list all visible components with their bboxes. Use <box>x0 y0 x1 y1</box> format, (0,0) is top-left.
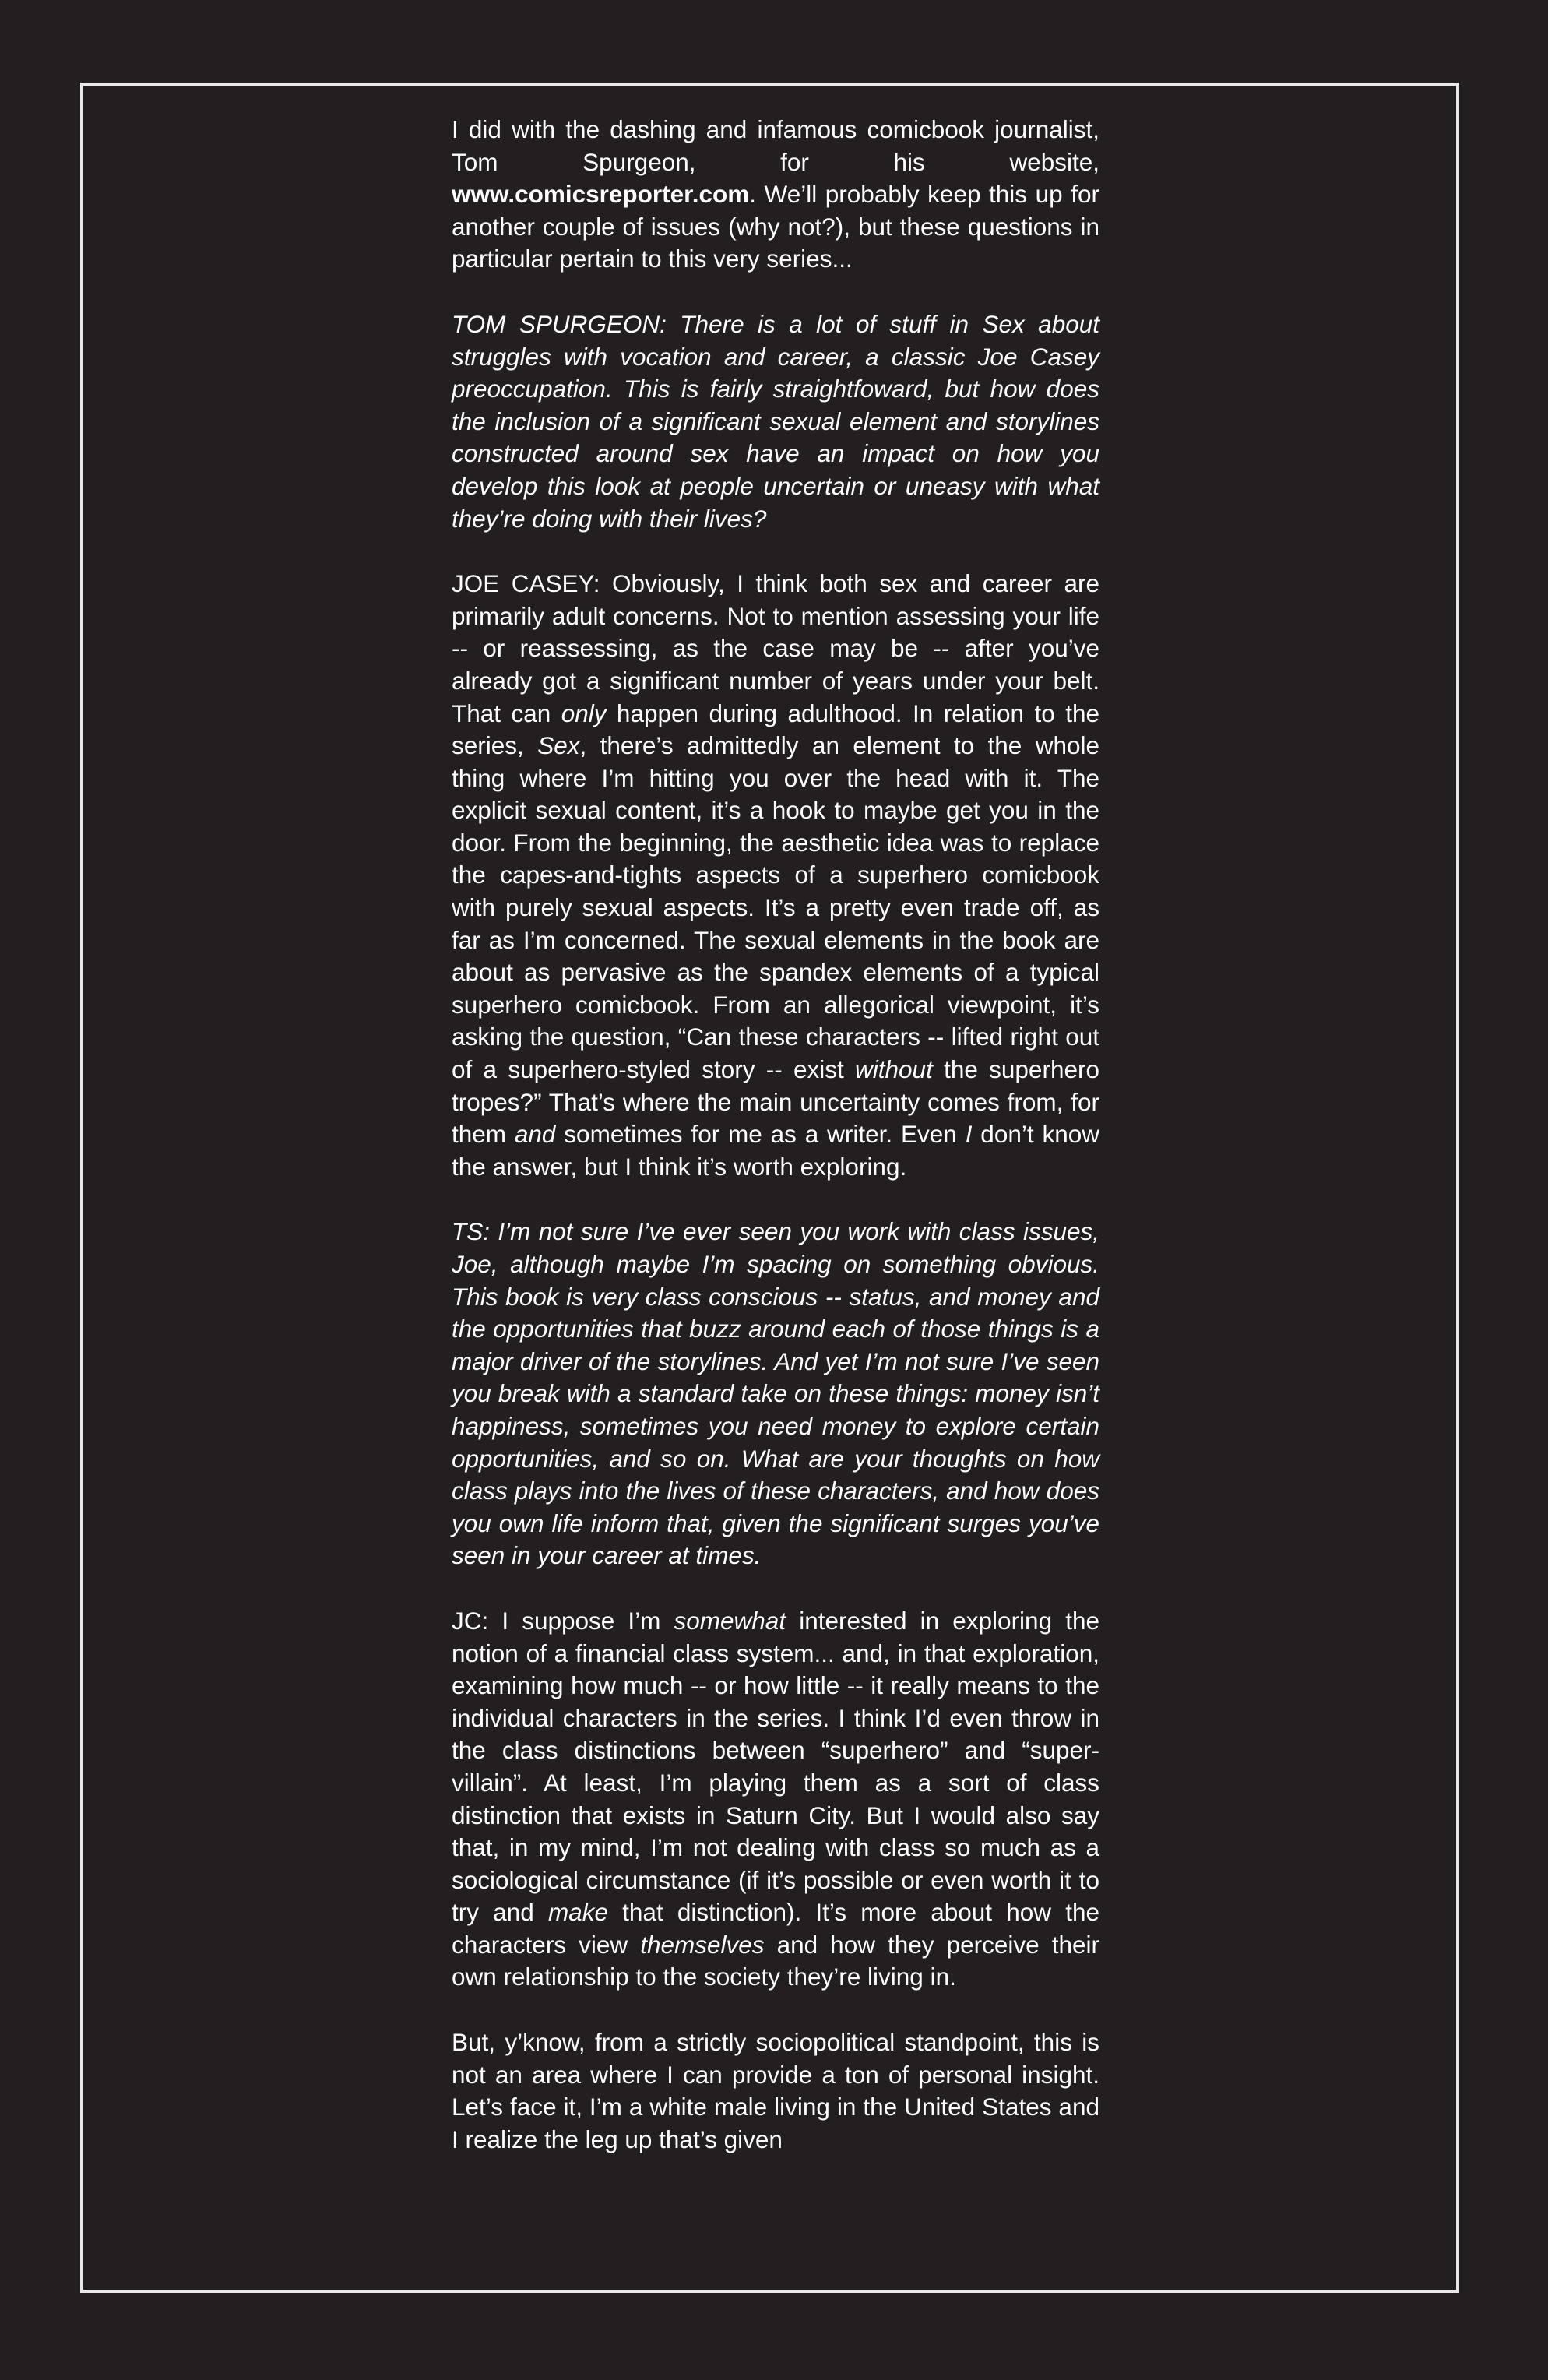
question-2: TS: I’m not sure I’ve ever seen you work with class issues, Joe, although maybe I’m spacing on something obvious. This book is very class conscious -- status, and money and the opportunities that buzz around each of those things is a major driver of the storylines. And yet I’m not sure I’ve seen you break with a standard take on these things: money isn’t happiness, sometimes you need money to explore certain opportunities, and so on. What are your thoughts on how class plays into the lives of these characters, and how does you own life inform that, given the significant surges you’ve seen in your career at times. <box>452 1217 1099 1570</box>
article-column <box>452 114 1099 2156</box>
intro-paragraph: I did with the dashing and infamous comicbook journalist, Tom Spurgeon, for his website, www.comicsreporter.com. We’ll probably keep this up for another couple of issues (why not?), but these questions in particular pertain to this very series... <box>452 115 1099 273</box>
website-link: www.comicsreporter.com <box>452 180 750 209</box>
question-1: TOM SPURGEON: There is a lot of stuff in Sex about struggles with vocation and career, a classic Joe Casey preoccupation. This is fairly straightfoward, but how does the inclusion of a significant sexual element and storylines constructed around sex have an impact on how you develop this look at people uncertain or uneasy with what they’re doing with their lives? <box>452 309 1099 533</box>
answer-1: JOE CASEY: Obviously, I think both sex and career are primarily adult concerns. Not to mention assessing your life -- or reassessing, as the case may be -- after you’ve already got a significant number of years under your belt. That can only happen during adulthood. In relation to the series, Sex, there’s admittedly an element to the whole thing where I’m hitting you over the head with it. The explicit sexual content, it’s a hook to maybe get you in the door. From the beginning, the aesthetic idea was to replace the capes-and-tights aspects of a superhero comicbook with purely sexual aspects. It’s a pretty even trade off, as far as I’m concerned. The sexual elements in the book are about as pervasive as the spandex elements of a typical superhero comicbook. From an allegorical viewpoint, it’s asking the question, “Can these characters -- lifted right out of a superhero-styled story -- exist without the superhero tropes?” That’s where the main uncertainty comes from, for them and sometimes for me as a writer. Even I don’t know the answer, but I think it’s worth exploring. <box>452 569 1100 1181</box>
answer-2: JC: I suppose I’m somewhat interested in exploring the notion of a financial class system... and, in that exploration, examining how much -- or how little -- it really means to the individual characters in the series. I think I’d even throw in the class distinctions between “superhero” and “super-villain”. At least, I’m playing them as a sort of class distinction that exists in Saturn City. But I would also say that, in my mind, I’m not dealing with class so much as a sociological circumstance (if it’s possible or even worth it to try and make that distinction). It’s more about how the characters view themselves and how they perceive their own relationship to the society they’re living in. <box>452 1606 1100 1991</box>
final-paragraph: But, y’know, from a strictly sociopolitical standpoint, this is not an area where I can provide a ton of personal insight. Let’s face it, I’m a white male living in the United States and I realize the leg up that’s given <box>452 2028 1099 2153</box>
